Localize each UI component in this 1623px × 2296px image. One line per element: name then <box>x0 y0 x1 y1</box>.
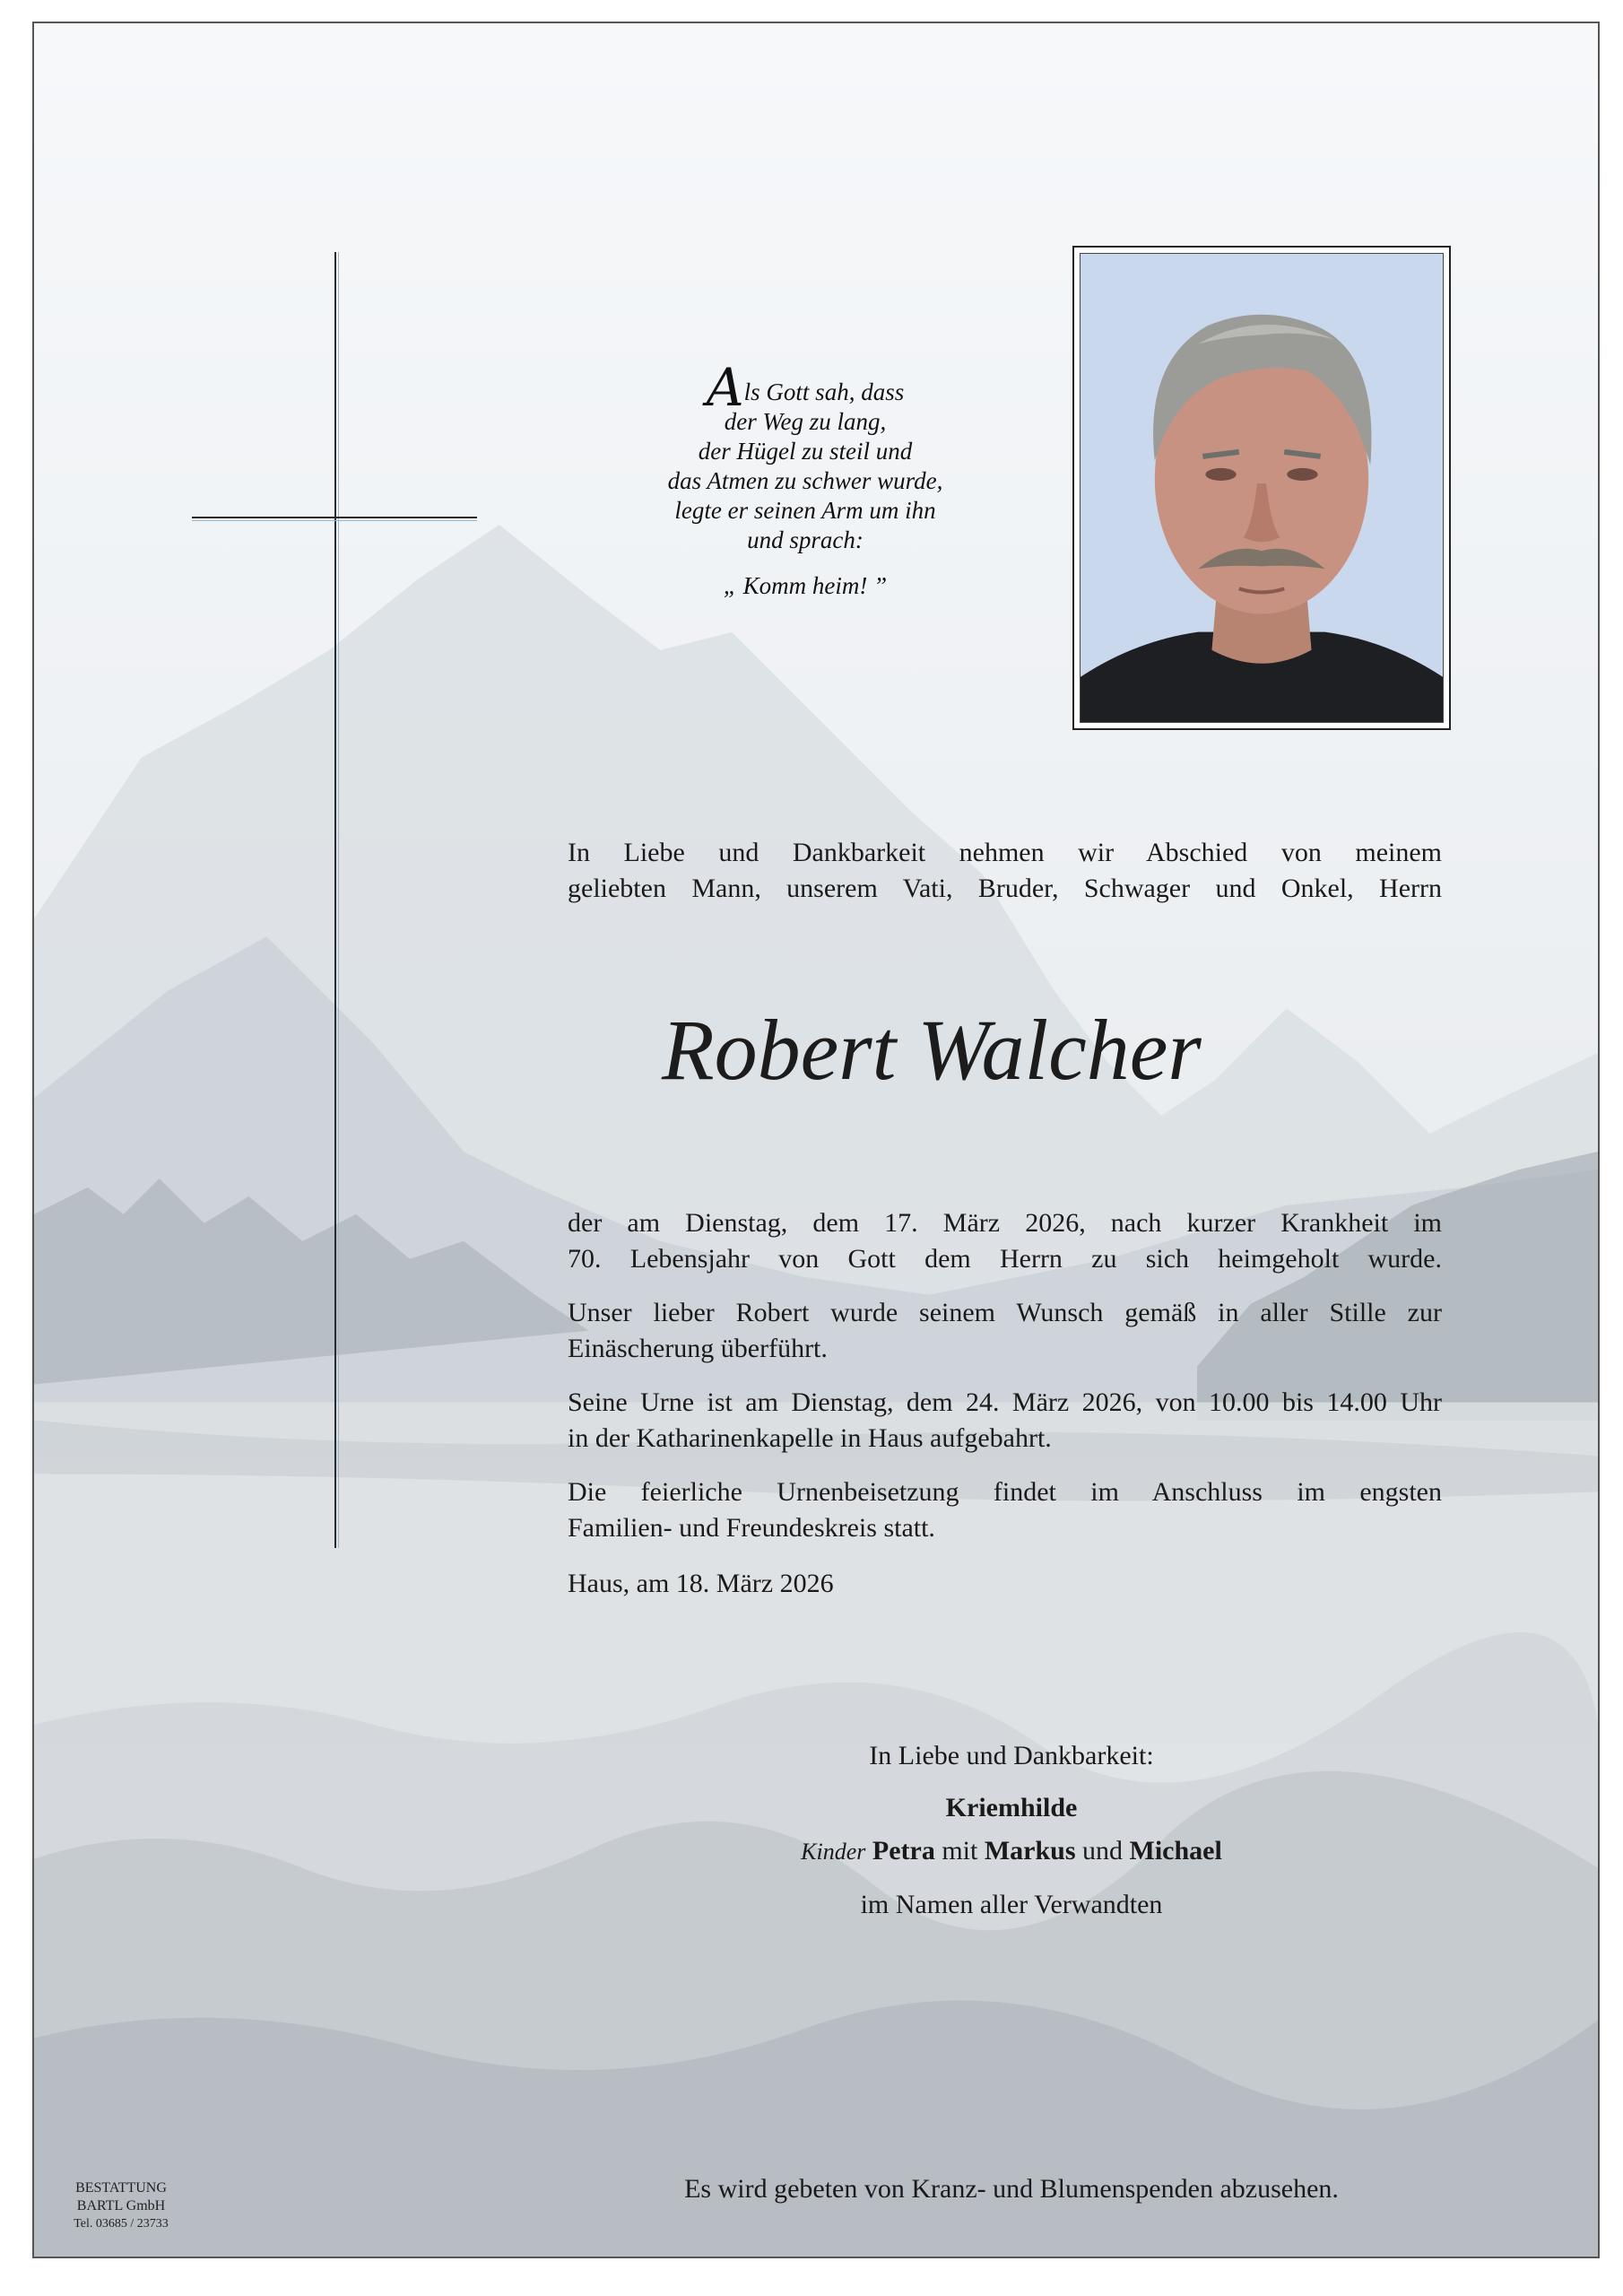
intro-line-2: geliebten Mann, unserem Vati, Bruder, Schwager und Onkel, Herrn <box>568 874 1442 903</box>
child-name: Petra <box>872 1836 935 1866</box>
poem-quote: „ Komm heim! ” <box>723 572 888 599</box>
undertaker-phone: Tel. 03685 / 23733 <box>74 2217 169 2231</box>
signoff-children <box>608 1833 1415 1870</box>
undertaker-stamp <box>54 2179 188 2233</box>
child-name: Michael <box>1129 1836 1222 1866</box>
poem-line-6: und sprach: <box>747 526 864 553</box>
place-and-date: Haus, am 18. März 2026 <box>568 1569 834 1598</box>
memorial-cross-vertical-accent <box>338 252 339 1548</box>
memorial-cross-horizontal <box>192 517 477 518</box>
poem-line-5: legte er seinen Arm um ihn <box>674 497 936 524</box>
child-name: Markus <box>984 1836 1076 1866</box>
death-notice-line-1: der am Dienstag, dem 17. März 2026, nach kurzer Krankheit im <box>568 1208 1442 1238</box>
conjunction: mit <box>942 1836 978 1866</box>
urn-viewing-line-1: Seine Urne ist am Dienstag, dem 24. März 2026, von 10.00 bis 14.00 Uhr <box>568 1387 1442 1417</box>
burial-line-2: Familien- und Freundeskreis statt. <box>568 1513 935 1543</box>
obituary-page <box>32 22 1600 2258</box>
urn-viewing-line-2: in der Katharinenkapelle in Haus aufgebahrt. <box>568 1423 1052 1453</box>
portrait-photo-frame <box>1072 246 1451 730</box>
signoff-heading: In Liebe und Dankbarkeit: <box>869 1741 1154 1770</box>
memorial-cross-horizontal-accent <box>192 520 477 521</box>
signoff-relatives: im Namen aller Verwandten <box>860 1890 1163 1919</box>
deceased-name: Robert Walcher <box>662 1002 1202 1098</box>
undertaker-line-2: BARTL GmbH <box>76 2198 166 2213</box>
poem-line-1: ls Gott sah, dass <box>743 378 905 405</box>
memorial-poem <box>617 357 994 601</box>
children-label: Kinder <box>801 1839 866 1865</box>
undertaker-line-1: BESTATTUNG <box>75 2180 167 2196</box>
portrait-photo <box>1080 253 1444 723</box>
burial-line-1: Die feierliche Urnenbeisetzung findet im Anschluss im engsten <box>568 1477 1442 1507</box>
poem-line-4: das Atmen zu schwer wurde, <box>667 467 943 494</box>
poem-line-3: der Hügel zu steil und <box>698 438 913 465</box>
cremation-line-2: Einäscherung überführt. <box>568 1334 828 1363</box>
conjunction: und <box>1082 1836 1124 1866</box>
donation-note: Es wird gebeten von Kranz- und Blumenspenden abzusehen. <box>684 2174 1339 2204</box>
death-notice-line-2: 70. Lebensjahr von Gott dem Herrn zu sich heimgeholt wurde. <box>568 1244 1442 1274</box>
intro-line-1: In Liebe und Dankbarkeit nehmen wir Abschied von meinem <box>568 838 1442 867</box>
poem-initial: A <box>706 357 744 418</box>
portrait-image <box>1081 254 1443 722</box>
signoff-spouse: Kriemhilde <box>945 1793 1078 1822</box>
cremation-line-1: Unser lieber Robert wurde seinem Wunsch gemäß in aller Stille zur <box>568 1298 1442 1327</box>
poem-line-2: der Weg zu lang, <box>724 408 887 435</box>
poem-line <box>617 357 994 418</box>
memorial-cross-vertical <box>334 252 336 1548</box>
